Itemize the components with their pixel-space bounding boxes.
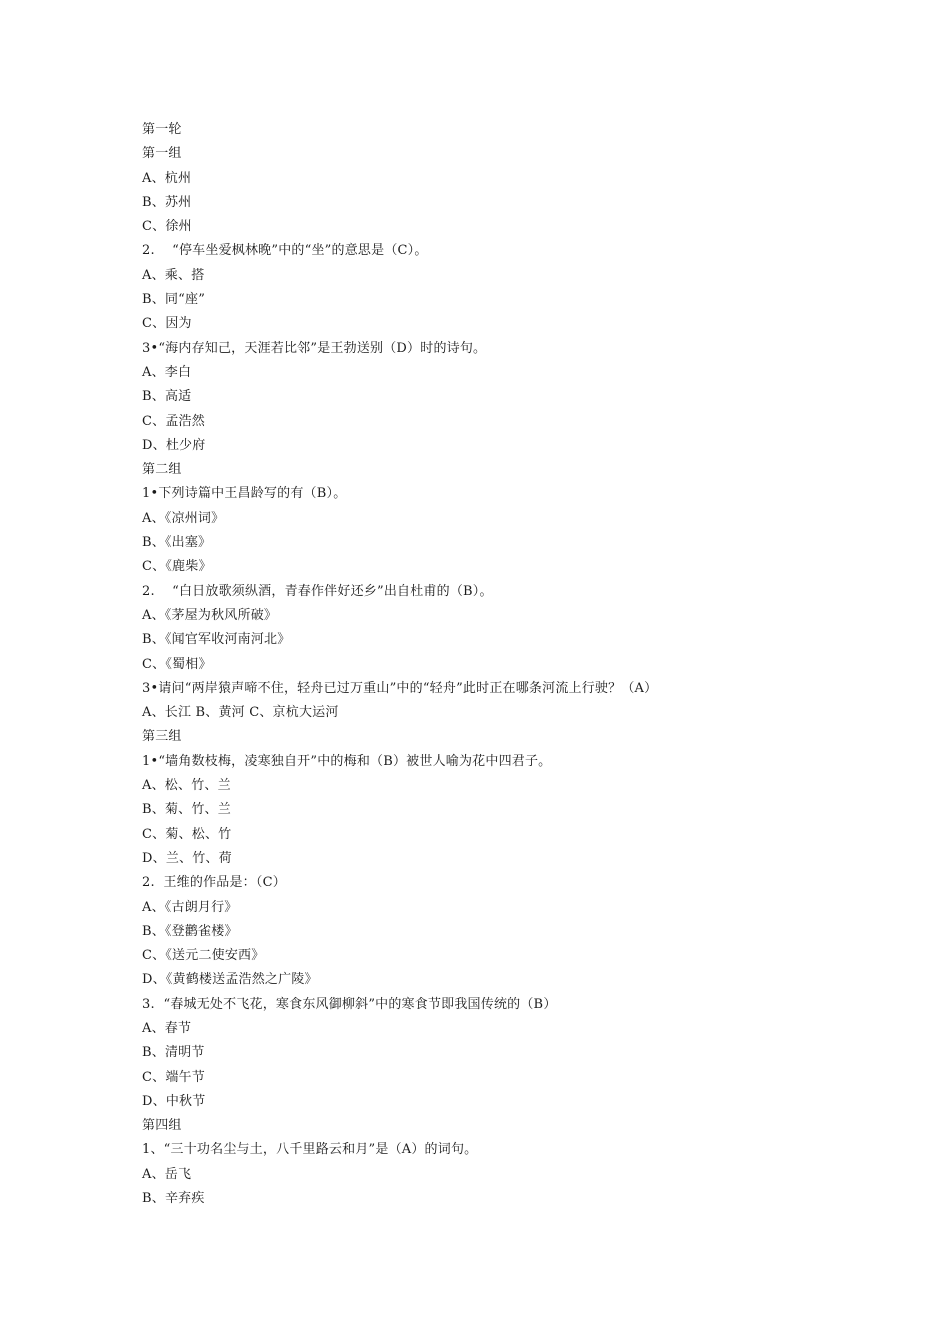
answer-option: D、杜少府 <box>142 437 206 453</box>
answer-option: A、长江 B、黄河 C、京杭大运河 <box>142 705 339 721</box>
answer-option: A、《凉州词》 <box>142 510 225 526</box>
answer-option: A、松、竹、兰 <box>142 778 231 794</box>
group-heading: 第一组 <box>142 146 182 162</box>
answer-option: B、清明节 <box>142 1045 205 1061</box>
question-text: 1•下列诗篇中王昌龄写的有（B）。 <box>142 486 347 502</box>
question-text: 2. “白日放歌须纵酒，青春作伴好还乡”出自杜甫的（B）。 <box>142 583 493 599</box>
question-text: 3. “春城无处不飞花，寒食东风御柳斜”中的寒食节即我国传统的（B） <box>142 996 557 1012</box>
question-text: 2. “停车坐爱枫林晚”中的“坐”的意思是（C）。 <box>142 243 428 259</box>
answer-option: B、辛弃疾 <box>142 1191 205 1207</box>
answer-option: C、《蜀相》 <box>142 656 212 672</box>
answer-option: C、菊、松、竹 <box>142 826 232 842</box>
answer-option: A、杭州 <box>142 170 192 186</box>
answer-option: D、中秋节 <box>142 1093 206 1109</box>
answer-option: C、徐州 <box>142 219 192 235</box>
question-text: 1、“三十功名尘与土，八千里路云和月”是（A）的词句。 <box>142 1142 478 1158</box>
answer-option: A、春节 <box>142 1020 192 1036</box>
answer-option: C、端午节 <box>142 1069 205 1085</box>
answer-option: B、同“座” <box>142 292 206 308</box>
answer-option: B、《出塞》 <box>142 535 212 551</box>
answer-option: B、苏州 <box>142 194 192 210</box>
group-heading: 第三组 <box>142 729 182 745</box>
answer-option: B、高适 <box>142 389 192 405</box>
question-text: 1•“墙角数枝梅，凌寒独自开”中的梅和（B）被世人喻为花中四君子。 <box>142 753 552 769</box>
answer-option: D、《黄鹤楼送孟浩然之广陵》 <box>142 972 318 988</box>
answer-option: D、兰、竹、荷 <box>142 850 232 866</box>
question-text: 3•“海内存知己，天涯若比邻”是王勃送别（D）时的诗句。 <box>142 340 487 356</box>
question-text: 3•请问“两岸猿声啼不住，轻舟已过万重山”中的“轻舟”此时正在哪条河流上行驶？（A） <box>142 680 658 696</box>
answer-option: C、孟浩然 <box>142 413 205 429</box>
answer-option: A、岳飞 <box>142 1166 192 1182</box>
document-body <box>142 118 842 1211</box>
group-heading: 第二组 <box>142 462 182 478</box>
answer-option: A、《茅屋为秋风所破》 <box>142 607 278 623</box>
answer-option: C、《鹿柴》 <box>142 559 212 575</box>
answer-option: A、《古朗月行》 <box>142 899 238 915</box>
answer-option: A、李白 <box>142 364 192 380</box>
answer-option: A、乘、搭 <box>142 267 205 283</box>
question-text: 2. 王维的作品是：（C） <box>142 875 286 891</box>
answer-option: B、菊、竹、兰 <box>142 802 231 818</box>
group-heading: 第四组 <box>142 1118 182 1134</box>
answer-option: C、《送元二使安西》 <box>142 948 265 964</box>
answer-option: B、《登鹳雀楼》 <box>142 923 238 939</box>
answer-option: B、《闻官军收河南河北》 <box>142 632 291 648</box>
answer-option: C、因为 <box>142 316 192 332</box>
round-heading: 第一轮 <box>142 122 182 137</box>
